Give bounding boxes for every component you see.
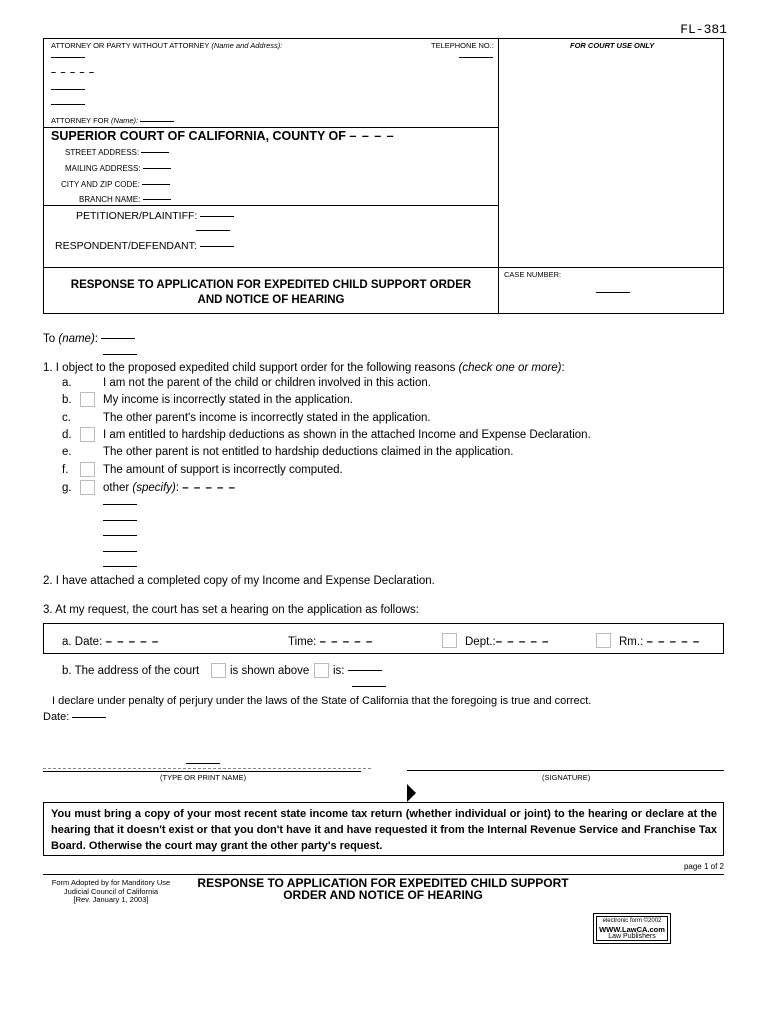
branch-name-label: BRANCH NAME: (79, 195, 171, 204)
publisher-line-2: WWW.LawCA.com (599, 924, 665, 934)
case-number-label: CASE NUMBER: (504, 270, 562, 279)
branch-name-field[interactable] (143, 199, 171, 200)
court-title: SUPERIOR COURT OF CALIFORNIA, COUNTY OF – – – – (51, 129, 395, 143)
hearing-time: Time: – – – – – (288, 636, 374, 648)
item-2-text: 2. I have attached a completed copy of my Income and Expense Declaration. (43, 575, 435, 587)
to-name-field[interactable] (101, 338, 135, 339)
type-print-label: (TYPE OR PRINT NAME) (160, 773, 247, 782)
reason-f-text: The amount of support is incorrectly computed. (103, 464, 343, 476)
city-zip-label: CITY AND ZIP CODE: (61, 180, 170, 189)
telephone-field[interactable] (459, 57, 493, 58)
reason-a-text: I am not the parent of the child or children involved in this action. (103, 377, 431, 389)
arrow-marker-icon (407, 784, 416, 802)
reason-e-text: The other parent is not entitled to hardship deductions claimed in the application. (103, 446, 514, 458)
telephone-label: TELEPHONE NO.: (431, 41, 494, 50)
item-1-text: 1. I object to the proposed expedited child support order for the following reasons (check one or more): (43, 362, 565, 374)
petitioner-label: PETITIONER/PLAINTIFF: (76, 210, 234, 222)
form-id: FL-381 (680, 22, 727, 37)
reason-f-letter: f. (62, 464, 69, 476)
room-checkbox[interactable] (596, 633, 611, 648)
reason-b-checkbox[interactable] (80, 392, 95, 407)
reason-b-letter: b. (62, 394, 72, 406)
date-label: Date: (43, 711, 106, 723)
notice-text: You must bring a copy of your most recent state income tax return (whether individual or joint) to the hearing or declare at the hearing that it doesn't exist or that you don't have it and have requested it from the Internal Revenue Service and Franchise Tax Board. Otherwise the court may grant the other party's request. (51, 808, 717, 852)
respondent-label: RESPONDENT/DEFENDANT: (55, 240, 234, 252)
attorney-for-label: ATTORNEY FOR (Name): (51, 116, 174, 125)
dept-checkbox[interactable] (442, 633, 457, 648)
hearing-dept: Dept.:– – – – – (465, 636, 550, 648)
attorney-label: ATTORNEY OR PARTY WITHOUT ATTORNEY (Name and Address): (51, 41, 283, 50)
reason-d-text: I am entitled to hardship deductions as shown in the attached Income and Expense Declaration. (103, 429, 591, 441)
publisher-line-3: Law Publishers (608, 933, 656, 940)
petitioner-field-2[interactable] (196, 230, 230, 231)
notice-box (43, 802, 724, 856)
attorney-for-field[interactable] (140, 121, 174, 122)
reason-d-checkbox[interactable] (80, 427, 95, 442)
respondent-field[interactable] (200, 246, 234, 247)
header-vertical-divider (498, 38, 499, 314)
printed-name-line (43, 771, 361, 772)
reason-c-text: The other parent's income is incorrectly stated in the application. (103, 412, 431, 424)
form-adopted-info: Form Adopted by for Manditory Use Judicial Council of California [Rev. January 1, 2003] (51, 878, 171, 904)
reason-c-letter: c. (62, 412, 71, 424)
other-specify-line-1[interactable] (103, 504, 137, 505)
court-address-field-2[interactable] (352, 686, 386, 687)
case-number-field[interactable] (596, 292, 630, 293)
reason-a-letter: a. (62, 377, 72, 389)
reason-d-letter: d. (62, 429, 72, 441)
hearing-date: a. Date: – – – – – (62, 636, 160, 648)
item-3-text: 3. At my request, the court has set a hearing on the application as follows: (43, 604, 419, 616)
attorney-address-field-1[interactable] (51, 89, 85, 90)
reason-b-text: My income is incorrectly stated in the application. (103, 394, 353, 406)
court-use-label: FOR COURT USE ONLY (570, 41, 655, 50)
hearing-room: Rm.: – – – – – (619, 636, 701, 648)
city-zip-field[interactable] (142, 184, 170, 185)
reason-e-letter: e. (62, 446, 72, 458)
attorney-address-field-2[interactable] (51, 104, 85, 105)
to-name-label: To (name): (43, 333, 135, 345)
other-specify-line-2[interactable] (103, 520, 137, 521)
to-name-field-2[interactable] (103, 354, 137, 355)
other-specify-line-5[interactable] (103, 566, 137, 567)
street-address-label: STREET ADDRESS: (65, 148, 169, 157)
footer-title: RESPONSE TO APPLICATION FOR EXPEDITED CHILD SUPPORT ORDER AND NOTICE OF HEARING (197, 876, 569, 902)
signature-line[interactable] (407, 770, 724, 771)
attorney-name-field[interactable] (51, 57, 85, 58)
street-address-field[interactable] (141, 152, 169, 153)
reason-f-checkbox[interactable] (80, 462, 95, 477)
petitioner-field[interactable] (200, 216, 234, 217)
publisher-line-1: electronic form ©2002 (602, 918, 662, 924)
printed-name-field[interactable] (186, 763, 220, 764)
court-address-label: b. The address of the court (62, 665, 200, 677)
court-address-is-label: is: (333, 665, 382, 677)
publisher-badge[interactable] (593, 913, 671, 944)
declaration-date-field[interactable] (72, 717, 106, 718)
reason-g-checkbox[interactable] (80, 480, 95, 495)
page-number: page 1 of 2 (683, 862, 724, 871)
other-specify-line-3[interactable] (103, 535, 137, 536)
signature-label: (SIGNATURE) (542, 773, 591, 782)
shown-above-checkbox[interactable] (211, 663, 226, 678)
shown-above-label: is shown above (230, 665, 310, 677)
attorney-dashes: – – – – – (51, 67, 96, 77)
mailing-address-field[interactable] (143, 168, 171, 169)
court-address-field[interactable] (348, 670, 382, 671)
other-specify-line-4[interactable] (103, 551, 137, 552)
declaration-text: I declare under penalty of perjury under the laws of the State of California that the foregoing is true and correct. (52, 695, 592, 707)
document-title: RESPONSE TO APPLICATION FOR EXPEDITED CHILD SUPPORT ORDER AND NOTICE OF HEARING (70, 279, 472, 306)
reason-g-text: other (specify): – – – – – (103, 482, 237, 494)
court-address-is-checkbox[interactable] (314, 663, 329, 678)
reason-g-letter: g. (62, 482, 72, 494)
header-box (43, 38, 724, 314)
mailing-address-label: MAILING ADDRESS: (65, 164, 171, 173)
